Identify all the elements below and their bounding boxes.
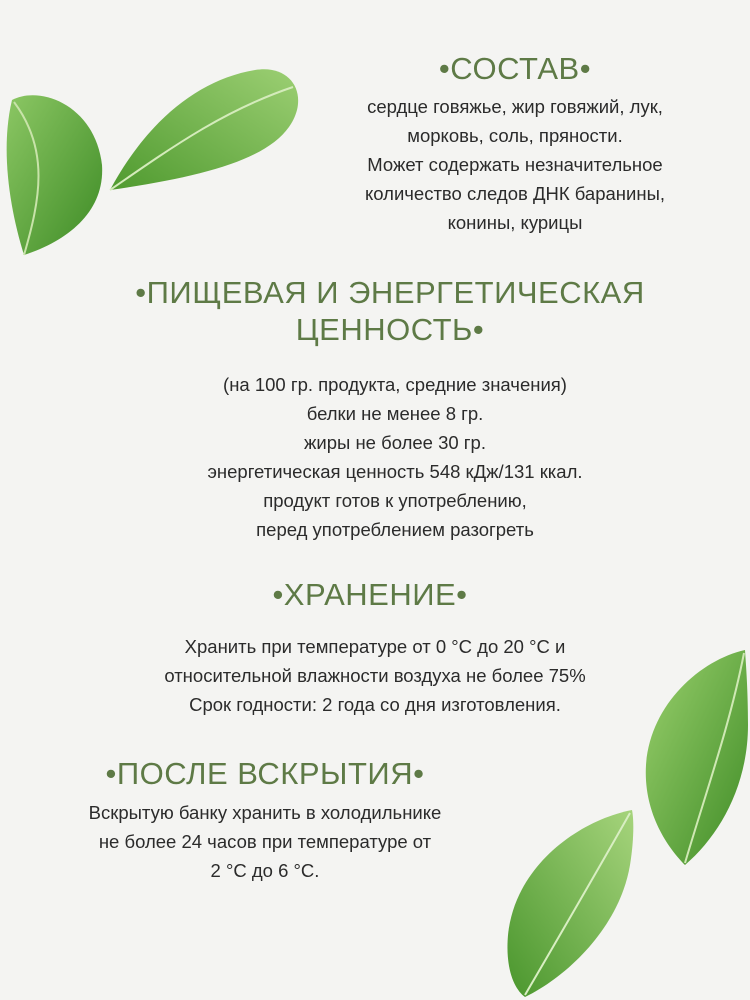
composition-text [305, 92, 725, 237]
storage-text [125, 632, 625, 719]
leaf-icon [500, 805, 640, 1000]
after-opening-line: 2 °С до 6 °С. [210, 860, 320, 881]
after-opening-title: •ПОСЛЕ ВСКРЫТИЯ• [105, 756, 425, 791]
nutrition-line: энергетическая ценность 548 кДж/131 ккал. [207, 461, 583, 482]
nutrition-text [155, 370, 635, 544]
after-opening-line: Вскрытую банку хранить в холодильнике [88, 802, 442, 823]
composition-title: •СОСТАВ• [438, 51, 592, 86]
composition-line: морковь, соль, пряности. [407, 125, 623, 146]
nutrition-line: жиры не более 30 гр. [304, 432, 486, 453]
nutrition-line: (на 100 гр. продукта, средние значения) [223, 374, 567, 395]
nutrition-title [90, 274, 690, 348]
composition-line: конины, курицы [447, 212, 583, 233]
storage-title: •ХРАНЕНИЕ• [272, 577, 468, 612]
leaf-icon [105, 65, 305, 195]
nutrition-line: перед употреблением разогреть [256, 519, 534, 540]
nutrition-line: белки не менее 8 гр. [306, 403, 484, 424]
storage-line: Срок годности: 2 года со дня изготовления. [189, 694, 561, 715]
composition-line: количество следов ДНК баранины, [364, 183, 666, 204]
storage-line: относительной влажности воздуха не более 75% [164, 665, 586, 686]
nutrition-title-line: ЦЕННОСТЬ• [295, 312, 485, 347]
nutrition-line: продукт готов к употреблению, [263, 490, 527, 511]
composition-line: сердце говяжье, жир говяжий, лук, [367, 96, 663, 117]
storage-line: Хранить при температуре от 0 °С до 20 °С и [184, 636, 566, 657]
leaf-icon [640, 645, 750, 870]
composition-line: Может содержать незначительное [367, 154, 663, 175]
nutrition-title-line: •ПИЩЕВАЯ И ЭНЕРГЕТИЧЕСКАЯ [135, 275, 645, 310]
after-opening-line: не более 24 часов при температуре от [98, 831, 432, 852]
after-opening-text [50, 798, 480, 885]
leaf-icon [0, 80, 110, 260]
